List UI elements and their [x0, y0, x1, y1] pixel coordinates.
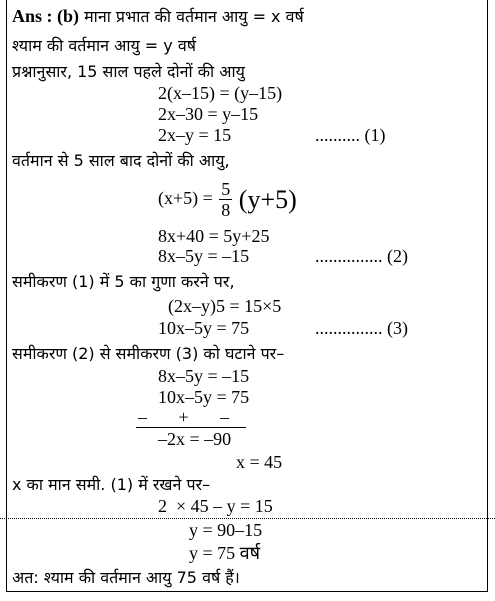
assumption-prabhat: माना प्रभात की वर्तमान आयु = x वर्ष: [84, 7, 304, 26]
multiply-step-text: समीकरण (1) में 5 का गुणा करने पर,: [12, 272, 235, 291]
equation-8: 10x–5y = 75: [158, 318, 250, 338]
fraction-numerator: 5: [221, 179, 231, 200]
equation-2: 2x–30 = y–15: [158, 104, 259, 124]
equation-5: 8x+40 = 5y+25: [158, 226, 270, 246]
condition-15-years-ago: प्रश्नानुसार, 15 साल पहले दोनों की आयु: [12, 62, 245, 81]
equation-ref-2: ............... (2): [315, 246, 408, 266]
equation-11: –2x = –90: [158, 429, 232, 449]
subtract-step-text: समीकरण (2) से समीकरण (3) को घटाने पर–: [12, 344, 285, 363]
assumption-shyam: श्याम की वर्तमान आयु = y वर्ष: [12, 36, 196, 55]
equation-4: [158, 175, 297, 223]
equation-1: 2(x–15) = (y–15): [158, 83, 283, 103]
sign-change-row: – + –: [138, 407, 230, 427]
answer-line-1: [12, 6, 304, 27]
equation-13: 2 × 45 – y = 15: [158, 496, 273, 516]
subtraction-rule: [136, 427, 246, 428]
equation-14: y = 90–15: [189, 520, 263, 540]
equation-12: x = 45: [236, 452, 283, 472]
equation-ref-3: ............... (3): [315, 318, 408, 338]
dotted-separator: [0, 518, 495, 519]
equation-7: (2x–y)5 = 15×5: [168, 296, 282, 316]
equation-3: 2x–y = 15: [158, 125, 232, 145]
equation-15: y = 75 वर्ष: [189, 543, 261, 563]
fraction-denominator: 8: [221, 200, 231, 221]
condition-5-years-later: वर्तमान से 5 साल बाद दोनों की आयु,: [12, 151, 230, 170]
equation-6: 8x–5y = –15: [158, 246, 250, 266]
fraction-5-over-8: [219, 179, 232, 220]
final-answer-text: अत: श्याम की वर्तमान आयु 75 वर्ष हैं।: [12, 568, 240, 587]
equation-10: 10x–5y = 75: [158, 387, 250, 407]
equation-4-left: (x+5) =: [158, 188, 213, 208]
equation-ref-1: .......... (1): [315, 125, 386, 145]
equation-9: 8x–5y = –15: [158, 366, 250, 386]
answer-label: Ans : (b): [12, 6, 80, 26]
equation-4-right: (y+5): [238, 184, 297, 214]
substitute-step-text: x का मान समी. (1) में रखने पर–: [12, 475, 211, 494]
